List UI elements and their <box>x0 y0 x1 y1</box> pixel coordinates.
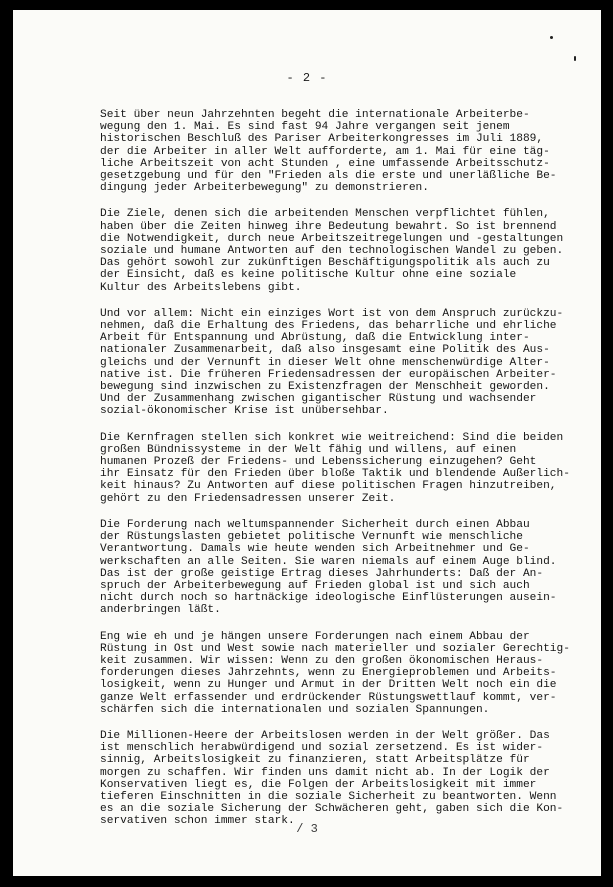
text-line: ganze Welt erfassender und erdrückender Rüstungswettlauf kommt, ver- <box>100 691 557 704</box>
page-number: - 2 - <box>286 71 328 85</box>
text-line: nicht durch noch so hartnäckige ideologische Einflüsterungen ausein- <box>100 592 557 605</box>
paragraph <box>100 519 570 617</box>
text-line: bewegung sind inzwischen zu Existenzfragen der Menschheit geworden. <box>100 381 550 394</box>
text-line: gesetzgebung und für den "Frieden als die erste und unerläßliche Be- <box>100 170 557 183</box>
paragraph <box>100 109 570 194</box>
text-line: Seit über neun Jahrzehnten begeht die internationale Arbeiterbe- <box>100 109 530 121</box>
text-line: Rüstung in Ost und West sowie nach materieller und sozialer Gerechtig- <box>100 642 570 655</box>
paragraph <box>100 730 570 828</box>
text-line: der Einsicht, daß es keine politische Kultur ohne eine soziale <box>100 269 517 282</box>
scan-speck <box>574 56 576 61</box>
text-line: nehmen, daß die Erhaltung des Friedens, das beharrliche und ehrliche <box>100 320 557 333</box>
text-line: humanen Prozeß der Friedens- und Lebenssicherung einzugehen? Geht <box>100 456 537 469</box>
text-line: anderbringen läßt. <box>100 604 221 617</box>
text-line: Und vor allem: Nicht ein einziges Wort ist von dem Anspruch zurückzu- <box>100 307 564 320</box>
text-line: spruch der Arbeiterbewegung auf Frieden global ist und sich auch <box>100 579 530 592</box>
paragraph <box>100 432 570 505</box>
text-line: losigkeit, wenn zu Hunger und Armut in der Dritten Welt noch ein die <box>100 679 557 692</box>
text-line: soziale und humane Antworten auf den technologischen Wandel zu geben. <box>100 245 564 258</box>
text-line: wegung den 1. Mai. Es sind fast 94 Jahre vergangen seit jenem <box>100 121 510 134</box>
text-line: großen Bündnissysteme in der Welt fähig und willens, auf einen <box>100 443 517 456</box>
text-line: schärfen sich die internationalen und sozialen Spannungen. <box>100 703 490 716</box>
text-line: es an die soziale Sicherung der Schwächeren geht, gaben sich die Kon- <box>100 803 564 816</box>
text-line: Eng wie eh und je hängen unsere Forderungen nach einem Abbau der <box>100 630 530 643</box>
text-line: Die Kernfragen stellen sich konkret wie weitreichend: Sind die beiden <box>100 431 564 444</box>
text-line: Das ist der große geistige Ertrag dieses Jahrhunderts: Daß der An- <box>100 567 544 580</box>
text-line: Kultur des Arbeitslebens gibt. <box>100 281 302 294</box>
text-line: keit hinaus? Zu Antworten auf diese politischen Fragen hinzutreiben, <box>100 480 557 493</box>
text-line: Verantwortung. Damals wie heute wenden sich Arbeitnehmer und Ge- <box>100 543 530 556</box>
text-line: ihr Einsatz für den Frieden über bloße Taktik und blendende Äußerlich- <box>100 468 570 481</box>
paragraph <box>100 308 570 418</box>
text-line: gleichs und der Vernunft in dieser Welt ohne menschenwürdige Alter- <box>100 356 550 369</box>
text-line: liche Arbeitszeit von acht Stunden , eine umfassende Arbeitsschutz- <box>100 157 550 170</box>
text-line: der die Arbeiter in aller Welt aufforderte, am 1. Mai für eine täg- <box>100 145 550 158</box>
scan-speck <box>550 36 553 39</box>
paragraph <box>100 631 570 716</box>
text-line: servativen schon immer stark. <box>100 815 295 828</box>
text-line: nationaler Zusammenarbeit, daß also insgesamt eine Politik des Aus- <box>100 344 550 357</box>
text-line: Die Ziele, denen sich die arbeitenden Menschen verpflichtet fühlen, <box>100 208 550 221</box>
text-line: tieferen Einschnitten in die soziale Sicherheit zu beantworten. Wenn <box>100 790 557 803</box>
text-line: forderungen dieses Jahrzehnts, wenn zu Energieproblemen und Arbeits- <box>100 667 557 680</box>
text-line: Das gehört sowohl zur zukünftigen Beschäftigungspolitik als auch zu <box>100 257 550 270</box>
text-line: native ist. Die früheren Friedensadressen der europäischen Arbeiter- <box>100 368 557 381</box>
text-line: gehört zu den Friedensadressen unserer Zeit. <box>100 492 396 505</box>
paragraph <box>100 208 570 293</box>
text-line: sinnig, Arbeitslosigkeit zu finanzieren, statt Arbeitsplätze für <box>100 754 530 767</box>
text-line: morgen zu schaffen. Wir finden uns damit nicht ab. In der Logik der <box>100 766 550 779</box>
text-line: Die Forderung nach weltumspannender Sicherheit durch einen Abbau <box>100 518 530 531</box>
text-line: dingung jeder Arbeiterbewegung" zu demonstrieren. <box>100 182 429 195</box>
text-line: Und der Zusammenhang zwischen gigantischer Rüstung und wachsender <box>100 393 537 406</box>
text-line: der Rüstungslasten gebietet politische Vernunft wie menschliche <box>100 531 523 544</box>
document-sheet <box>13 10 601 876</box>
text-line: Arbeit für Entspannung und Abrüstung, daß die Entwicklung inter- <box>100 332 530 345</box>
body-text <box>100 109 570 842</box>
text-line: ist menschlich herabwürdigend und sozial zersetzend. Es ist wider- <box>100 742 544 755</box>
text-line: Konservativen liegt es, die Folgen der Arbeitslosigkeit mit immer <box>100 778 537 791</box>
text-line: die Notwendigkeit, durch neue Arbeitszeitregelungen und -gestaltungen <box>100 232 564 245</box>
text-line: sozial-ökonomischer Krise ist unübersehbar. <box>100 405 389 418</box>
text-line: keit zusammen. Wir wissen: Wenn zu den großen ökonomischen Heraus- <box>100 654 544 667</box>
text-line: Die Millionen-Heere der Arbeitslosen werden in der Welt größer. Das <box>100 729 550 742</box>
continuation-mark: / 3 <box>296 822 318 836</box>
text-line: haben über die Zeiten hinweg ihre Bedeutung bewahrt. So ist brennend <box>100 220 557 233</box>
text-line: historischen Beschluß des Pariser Arbeiterkongresses im Juli 1889, <box>100 133 544 146</box>
text-line: werkschaften an alle Seiten. Sie waren niemals auf einem Auge blind. <box>100 555 557 568</box>
